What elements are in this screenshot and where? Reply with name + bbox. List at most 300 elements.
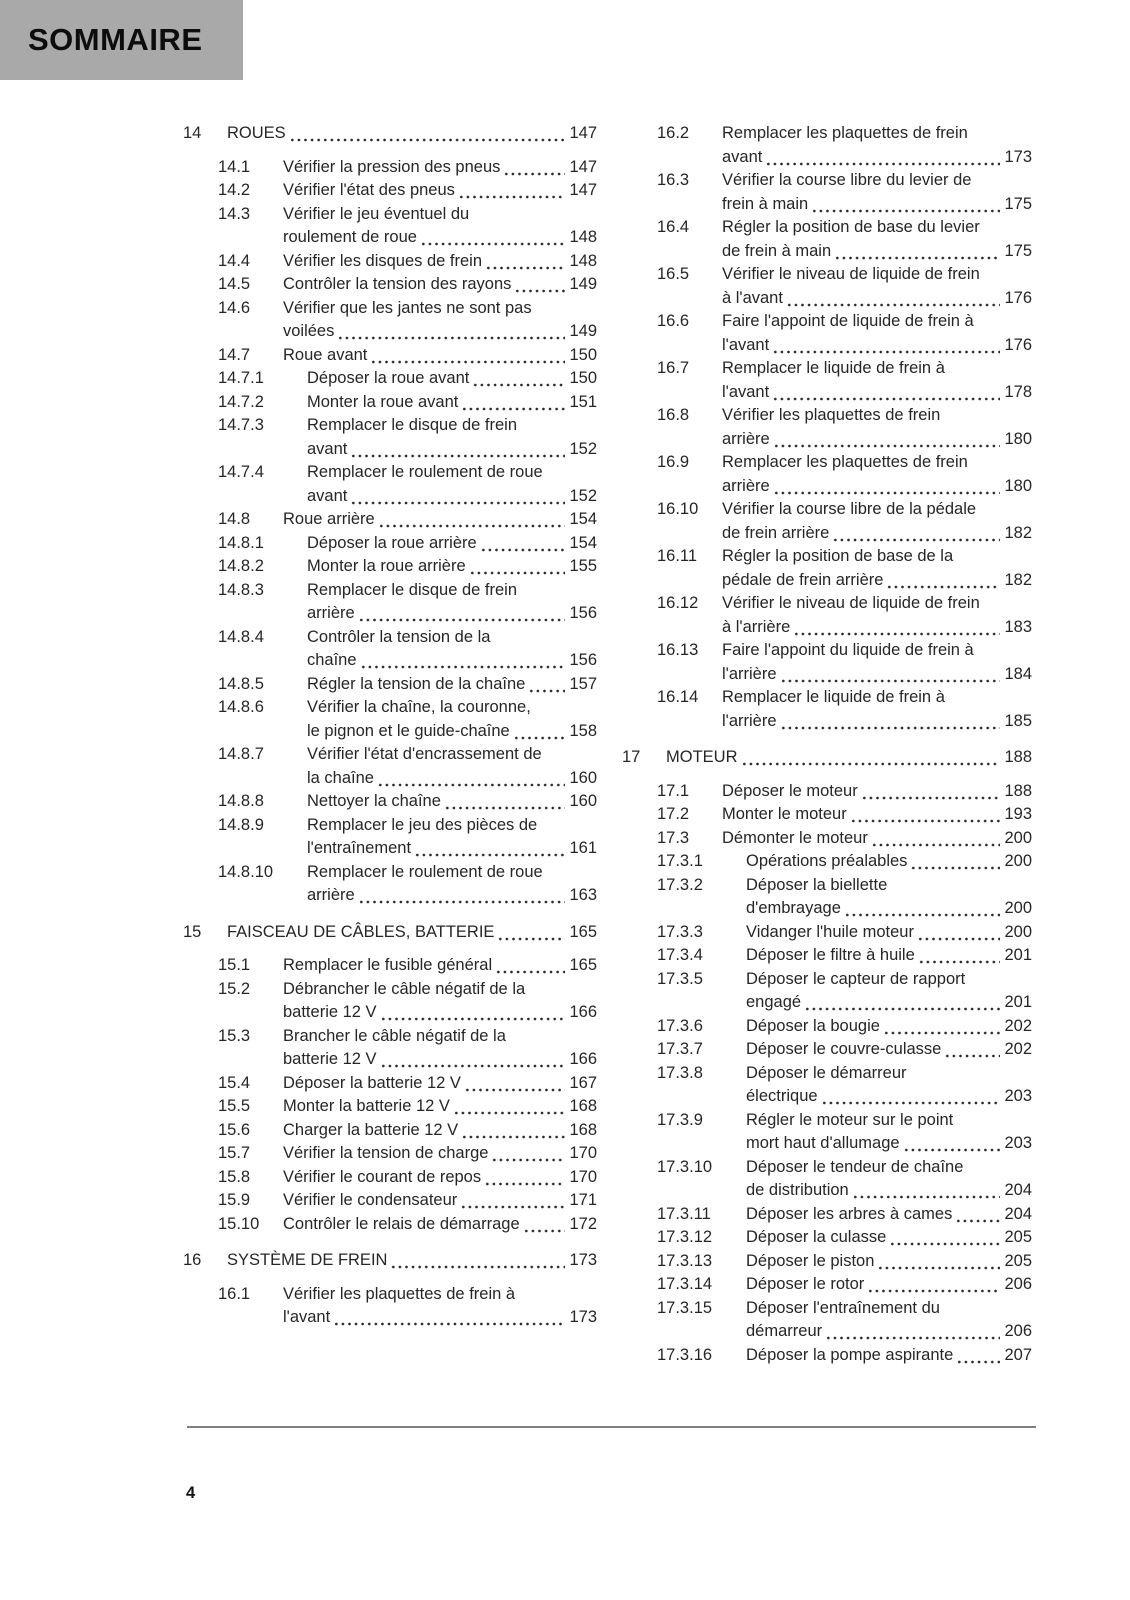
toc-entry-title: Vérifier l'état d'encrassement de — [307, 745, 542, 763]
toc-entry-body — [283, 1025, 597, 1072]
toc-entry-title: Faire l'appoint de liquide de frein à — [722, 312, 974, 330]
toc-entry-number: 15.2 — [218, 979, 251, 998]
toc-entry — [183, 179, 597, 203]
toc-entry-page: 200 — [1004, 899, 1032, 917]
toc-entry-body — [307, 861, 597, 908]
dot-leader — [765, 162, 1000, 166]
toc-entry-number: 17.3.7 — [657, 1040, 703, 1058]
toc-entry-line — [283, 320, 597, 344]
toc-entry-body — [283, 1283, 597, 1330]
toc-entry — [622, 498, 1032, 545]
toc-entry-page: 148 — [569, 228, 597, 246]
toc-entry — [622, 216, 1032, 263]
toc-entry-body — [283, 1166, 597, 1190]
toc-entry-body — [283, 203, 597, 250]
toc-entry — [622, 1109, 1032, 1156]
toc-entry-number: 15.3 — [218, 1026, 251, 1045]
toc-entry-title: de frein arrière — [722, 523, 830, 542]
toc-entry-title: l'avant — [722, 382, 770, 401]
toc-entry — [622, 1062, 1032, 1109]
toc-entry-line — [746, 1038, 1032, 1062]
toc-entry-number: 16 — [183, 1251, 202, 1269]
toc-entry — [183, 1249, 597, 1273]
toc-entry-title: Vérifier que les jantes ne sont pas — [283, 298, 532, 317]
toc-entry-title: Vérifier le niveau de liquide de frein — [722, 594, 980, 612]
toc-entry-line — [307, 837, 597, 861]
toc-entry-line — [746, 1320, 1032, 1344]
toc-entry-line — [722, 428, 1032, 452]
toc-entry-page: 176 — [1004, 335, 1032, 354]
toc-entry — [183, 532, 597, 556]
toc-entry — [183, 273, 597, 297]
toc-entry-title: Débrancher le câble négatif de la — [283, 979, 526, 998]
toc-entry-number: 17.3.9 — [657, 1110, 703, 1129]
toc-entry-body — [722, 827, 1032, 851]
toc-entry-page: 180 — [1004, 476, 1032, 495]
toc-entry-number: 14.8.4 — [218, 627, 264, 646]
toc-entry-number: 14.8 — [218, 510, 251, 528]
toc-entry — [622, 921, 1032, 945]
toc-entry-body — [722, 169, 1032, 216]
toc-entry — [183, 743, 597, 790]
toc-entry-title: Régler la position de base de la — [722, 547, 954, 565]
toc-entry-number: 14.7.2 — [218, 392, 264, 411]
toc-entry-page: 175 — [1004, 241, 1032, 260]
toc-entry-page: 178 — [1004, 382, 1032, 401]
toc-entry — [183, 555, 597, 579]
toc-entry-number: 14.3 — [218, 204, 251, 223]
dot-leader — [786, 303, 1001, 307]
toc-entry-page: 176 — [1004, 288, 1032, 307]
toc-entry-line — [307, 767, 597, 791]
toc-entry-title: batterie 12 V — [283, 1050, 377, 1068]
toc-entry-line — [722, 780, 1032, 804]
toc-entry-number: 15.4 — [218, 1073, 251, 1092]
toc-entry-line — [722, 193, 1032, 217]
toc-entry-body — [666, 746, 1032, 770]
dot-leader — [844, 913, 1001, 917]
dot-leader — [420, 242, 566, 246]
toc-entry-page: 180 — [1004, 429, 1032, 448]
toc-entry-title: Déposer le tendeur de chaîne — [746, 1157, 964, 1176]
toc-entry — [622, 780, 1032, 804]
toc-entry — [622, 639, 1032, 686]
toc-entry-number: 17.3.4 — [657, 946, 703, 964]
toc-entry-line — [722, 451, 1032, 475]
toc-entry-title: Déposer la roue arrière — [307, 533, 477, 552]
toc-entry-line — [283, 1189, 597, 1213]
toc-entry-page: 183 — [1004, 617, 1032, 636]
dot-leader — [461, 407, 565, 411]
toc-entry-line — [722, 334, 1032, 358]
toc-entry-line — [722, 240, 1032, 264]
toc-entry-number: 17.2 — [657, 805, 690, 823]
toc-entry-body — [227, 921, 597, 945]
toc-entry-line — [283, 226, 597, 250]
toc-entry-title: Régler la position de base du levier — [722, 218, 980, 236]
toc-entry-body — [307, 414, 597, 461]
toc-entry-title: Vérifier la course libre du levier de — [722, 171, 972, 189]
toc-entry-page: 156 — [569, 604, 597, 622]
dot-leader — [955, 1219, 1000, 1223]
dot-leader — [886, 585, 1000, 589]
dot-leader — [956, 1360, 1000, 1364]
dot-leader — [380, 1017, 566, 1021]
toc-entry — [183, 1142, 597, 1166]
toc-entry-title: Déposer la roue avant — [307, 369, 470, 387]
toc-entry-title: Remplacer le roulement de roue — [307, 862, 543, 881]
toc-entry-number: 17.3.13 — [657, 1251, 713, 1270]
toc-entry-line — [283, 1095, 597, 1119]
dot-leader — [485, 266, 565, 270]
dot-leader — [390, 1265, 565, 1269]
dot-leader — [350, 454, 565, 458]
toc-entry-title: batterie 12 V — [283, 1003, 377, 1021]
toc-entry-line — [307, 649, 597, 673]
toc-entry-body — [283, 978, 597, 1025]
toc-entry-page: 152 — [569, 486, 597, 505]
toc-entry-body — [283, 156, 597, 180]
toc-entry-title: Vérifier les plaquettes de frein à — [283, 1284, 516, 1303]
toc-entry-number: 14.1 — [218, 157, 251, 176]
toc-entry-body — [722, 122, 1032, 169]
toc-entry-number: 16.1 — [218, 1284, 251, 1303]
dot-leader — [917, 937, 1001, 941]
toc-entry-number: 14.8.3 — [218, 580, 264, 599]
toc-entry-title: Déposer le filtre à huile — [746, 946, 915, 964]
dot-leader — [503, 172, 565, 176]
toc-entry-line — [307, 814, 597, 838]
toc-entry-title: Brancher le câble négatif de la — [283, 1026, 506, 1045]
dot-leader — [867, 1289, 1000, 1293]
toc-entry-line — [283, 1001, 597, 1025]
toc-entry-number: 15.1 — [218, 956, 251, 974]
toc-entry-number: 17.3.15 — [657, 1298, 713, 1317]
toc-entry-page: 150 — [569, 369, 597, 387]
toc-entry-number: 17.3.1 — [657, 852, 703, 870]
dot-leader — [773, 444, 1001, 448]
toc-entry-title: Faire l'appoint du liquide de frein à — [722, 641, 974, 659]
toc-entry-line — [307, 391, 597, 415]
toc-entry-number: 17.3.3 — [657, 922, 703, 941]
toc-entry — [622, 686, 1032, 733]
toc-entry-number: 17.3.12 — [657, 1228, 713, 1246]
toc-entry-line — [307, 579, 597, 603]
dot-leader — [910, 866, 1000, 870]
toc-entry-title: arrière — [307, 886, 355, 904]
toc-entry — [622, 1015, 1032, 1039]
toc-entry-title: l'avant — [283, 1308, 331, 1326]
toc-entry-number: 16.5 — [657, 265, 690, 283]
toc-entry-title: Déposer la culasse — [746, 1228, 887, 1246]
toc-entry — [183, 250, 597, 274]
toc-entry-number: 14.8.1 — [218, 533, 264, 552]
toc-entry-title: Vérifier le condensateur — [283, 1191, 458, 1209]
toc-entry-title: roulement de roue — [283, 228, 417, 246]
toc-entry-title: de frein à main — [722, 241, 832, 260]
toc-entry-body — [307, 391, 597, 415]
toc-entry-line — [227, 921, 597, 945]
toc-entry — [183, 461, 597, 508]
toc-entry-title: à l'avant — [722, 288, 783, 307]
toc-entry — [622, 850, 1032, 874]
toc-entry-title: ROUES — [227, 124, 286, 142]
toc-entry-line — [722, 827, 1032, 851]
toc-entry-line — [307, 884, 597, 908]
toc-entry-body — [307, 367, 597, 391]
toc-entry-line — [746, 897, 1032, 921]
toc-entry-number: 16.8 — [657, 406, 690, 424]
toc-entry-title: arrière — [722, 429, 770, 448]
toc-entry-title: Vérifier le courant de repos — [283, 1167, 482, 1186]
toc-entry-line — [722, 522, 1032, 546]
toc-entry-number: 15.6 — [218, 1120, 251, 1139]
toc-entry — [622, 592, 1032, 639]
toc-entry-title: Opérations préalables — [746, 852, 908, 870]
toc-entry-title: le pignon et le guide-chaîne — [307, 721, 510, 740]
toc-entry-page: 173 — [569, 1251, 597, 1269]
toc-entry-line — [283, 1166, 597, 1190]
toc-entry-body — [283, 344, 597, 368]
toc-entry-number: 16.14 — [657, 688, 699, 706]
page-title: SOMMAIRE — [28, 22, 203, 57]
toc-column-right — [622, 122, 1032, 1367]
toc-entry-body — [283, 1095, 597, 1119]
toc-entry-number: 14.8.7 — [218, 745, 264, 763]
toc-entry-page: 157 — [569, 674, 597, 693]
toc-column-left — [183, 122, 597, 1330]
toc-entry-page: 151 — [569, 392, 597, 411]
toc-entry-line — [283, 954, 597, 978]
toc-entry-title: Déposer le rotor — [746, 1275, 865, 1293]
toc-entry-title: Remplacer le roulement de roue — [307, 463, 543, 481]
toc-entry-number: 16.4 — [657, 218, 690, 236]
toc-entry-page: 150 — [569, 345, 597, 364]
toc-entry-body — [746, 1344, 1032, 1368]
toc-entry-page: 170 — [569, 1167, 597, 1186]
toc-entry-body — [722, 803, 1032, 827]
toc-entry-line — [283, 1283, 597, 1307]
toc-entry — [183, 814, 597, 861]
toc-entry-title: avant — [722, 147, 763, 166]
toc-entry-title: MOTEUR — [666, 748, 738, 766]
dot-leader — [514, 289, 565, 293]
toc-entry-number: 14.7 — [218, 345, 251, 364]
toc-entry-page: 206 — [1004, 1322, 1032, 1340]
toc-entry-body — [722, 686, 1032, 733]
dot-leader — [832, 538, 1000, 542]
toc-entry-title: Contrôler la tension de la — [307, 627, 491, 646]
toc-entry-title: Roue avant — [283, 345, 368, 364]
toc-entry-page: 165 — [569, 922, 597, 941]
toc-entry-line — [307, 696, 597, 720]
toc-entry-page: 200 — [1004, 852, 1032, 870]
toc-entry-page: 163 — [569, 886, 597, 904]
toc-entry-title: Remplacer les plaquettes de frein — [722, 453, 968, 471]
toc-entry-page: 156 — [569, 651, 597, 669]
toc-entry — [622, 944, 1032, 968]
toc-entry-line — [722, 569, 1032, 593]
toc-entry-number: 14.8.2 — [218, 557, 264, 575]
toc-entry-body — [722, 404, 1032, 451]
dot-leader — [453, 1111, 566, 1115]
toc-entry-page: 147 — [569, 124, 597, 142]
toc-entry-body — [722, 545, 1032, 592]
toc-entry-line — [722, 357, 1032, 381]
dot-leader — [497, 937, 565, 941]
toc-entry-number: 15.9 — [218, 1191, 251, 1209]
toc-entry-line — [746, 1062, 1032, 1086]
toc-entry — [183, 978, 597, 1025]
toc-entry-title: démarreur — [746, 1322, 823, 1340]
toc-entry-line — [746, 968, 1032, 992]
toc-entry — [183, 1072, 597, 1096]
toc-entry-body — [722, 639, 1032, 686]
dot-leader — [350, 501, 565, 505]
dot-leader — [464, 1088, 566, 1092]
toc-entry — [183, 367, 597, 391]
toc-entry — [183, 954, 597, 978]
toc-entry-page: 166 — [569, 1003, 597, 1021]
toc-entry-page: 205 — [1004, 1228, 1032, 1246]
toc-entry-line — [722, 146, 1032, 170]
toc-entry-title: Régler la tension de la chaîne — [307, 674, 526, 693]
toc-entry-title: Déposer la bougie — [746, 1016, 880, 1035]
toc-entry-body — [746, 1109, 1032, 1156]
toc-entry-page: 158 — [569, 721, 597, 740]
toc-entry-body — [307, 579, 597, 626]
dot-leader — [358, 618, 566, 622]
dot-leader — [461, 1135, 565, 1139]
toc-entry-body — [227, 122, 597, 146]
toc-entry-line — [283, 203, 597, 227]
toc-entry — [622, 803, 1032, 827]
toc-entry-page: 170 — [569, 1144, 597, 1162]
toc-entry-title: Roue arrière — [283, 510, 375, 528]
toc-entry-body — [283, 1213, 597, 1237]
toc-entry-number: 15.8 — [218, 1167, 251, 1186]
toc-entry-line — [746, 1156, 1032, 1180]
toc-entry-line — [307, 532, 597, 556]
toc-entry-body — [283, 1119, 597, 1143]
toc-entry-page: 184 — [1004, 664, 1032, 683]
toc-entry-title: de distribution — [746, 1181, 849, 1199]
toc-entry-body — [307, 673, 597, 697]
toc-entry-title: Déposer l'entraînement du — [746, 1298, 940, 1317]
toc-entry-title: Déposer la pompe aspirante — [746, 1345, 954, 1364]
toc-entry-line — [722, 592, 1032, 616]
toc-entry-page: 203 — [1004, 1134, 1032, 1152]
toc-entry-line — [283, 1119, 597, 1143]
toc-entry-title: Monter la batterie 12 V — [283, 1097, 450, 1115]
toc-entry — [622, 357, 1032, 404]
toc-entry-number: 17.3.5 — [657, 969, 703, 988]
toc-entry-page: 165 — [569, 956, 597, 974]
toc-entry-page: 200 — [1004, 922, 1032, 941]
toc-entry-line — [307, 461, 597, 485]
dot-leader — [370, 360, 565, 364]
toc-entry-page: 168 — [569, 1097, 597, 1115]
toc-entry-line — [722, 169, 1032, 193]
toc-entry-body — [283, 508, 597, 532]
toc-entry-number: 14.7.1 — [218, 369, 264, 387]
toc-entry-line — [307, 485, 597, 509]
toc-entry-line — [722, 663, 1032, 687]
toc-entry-body — [283, 297, 597, 344]
toc-entry-line — [722, 381, 1032, 405]
toc-entry-number: 14.8.6 — [218, 698, 264, 716]
toc-entry-body — [746, 1038, 1032, 1062]
toc-entry-body — [307, 461, 597, 508]
toc-entry-page: 166 — [569, 1050, 597, 1068]
toc-entry-page: 207 — [1004, 1345, 1032, 1364]
toc-entry-number: 17.3.2 — [657, 875, 703, 894]
toc-entry-line — [746, 1015, 1032, 1039]
dot-leader — [889, 1242, 1000, 1246]
toc-entry-body — [283, 250, 597, 274]
toc-entry-body — [722, 263, 1032, 310]
toc-entry-line — [746, 1132, 1032, 1156]
dot-leader — [414, 853, 565, 857]
toc-entry-number: 17.3.6 — [657, 1016, 703, 1035]
toc-entry — [622, 1344, 1032, 1368]
dot-leader — [480, 548, 566, 552]
toc-entry-title: Déposer les arbres à cames — [746, 1204, 953, 1223]
toc-entry-page: 147 — [569, 157, 597, 176]
toc-entry-body — [722, 451, 1032, 498]
toc-entry-line — [746, 1203, 1032, 1227]
toc-entry-line — [722, 803, 1032, 827]
dot-leader — [472, 383, 565, 387]
toc-entry-title: l'avant — [722, 335, 770, 354]
dot-leader — [337, 336, 565, 340]
toc-entry — [183, 1213, 597, 1237]
toc-entry-line — [722, 404, 1032, 428]
page-header-banner — [0, 0, 243, 80]
toc-entry-title: Remplacer le jeu des pièces de — [307, 815, 538, 834]
dot-leader — [825, 1336, 1000, 1340]
toc-entry-body — [746, 1062, 1032, 1109]
toc-entry-page: 154 — [569, 533, 597, 552]
toc-entry-body — [283, 1072, 597, 1096]
toc-entry-line — [307, 743, 597, 767]
toc-entry-line — [283, 508, 597, 532]
dot-leader — [495, 970, 565, 974]
dot-leader — [852, 1195, 1001, 1199]
toc-entry-line — [307, 626, 597, 650]
toc-entry-line — [722, 545, 1032, 569]
toc-entry-page: 185 — [1004, 711, 1032, 730]
dot-leader — [772, 397, 1000, 401]
toc-entry-title: l'entraînement — [307, 839, 412, 857]
dot-leader — [333, 1322, 565, 1326]
toc-entry-title: électrique — [746, 1087, 818, 1105]
toc-entry-line — [307, 602, 597, 626]
toc-entry — [622, 827, 1032, 851]
toc-entry-line — [283, 297, 597, 321]
dot-leader — [491, 1158, 565, 1162]
toc-entry — [183, 861, 597, 908]
toc-entry-line — [307, 414, 597, 438]
toc-entry — [622, 1226, 1032, 1250]
toc-entry-body — [307, 555, 597, 579]
toc-entry-title: pédale de frein arrière — [722, 570, 884, 589]
dot-leader — [289, 138, 566, 142]
dot-leader — [377, 783, 566, 787]
toc-entry-line — [307, 720, 597, 744]
toc-entry — [183, 1025, 597, 1072]
toc-entry-title: Remplacer le disque de frein — [307, 416, 518, 434]
